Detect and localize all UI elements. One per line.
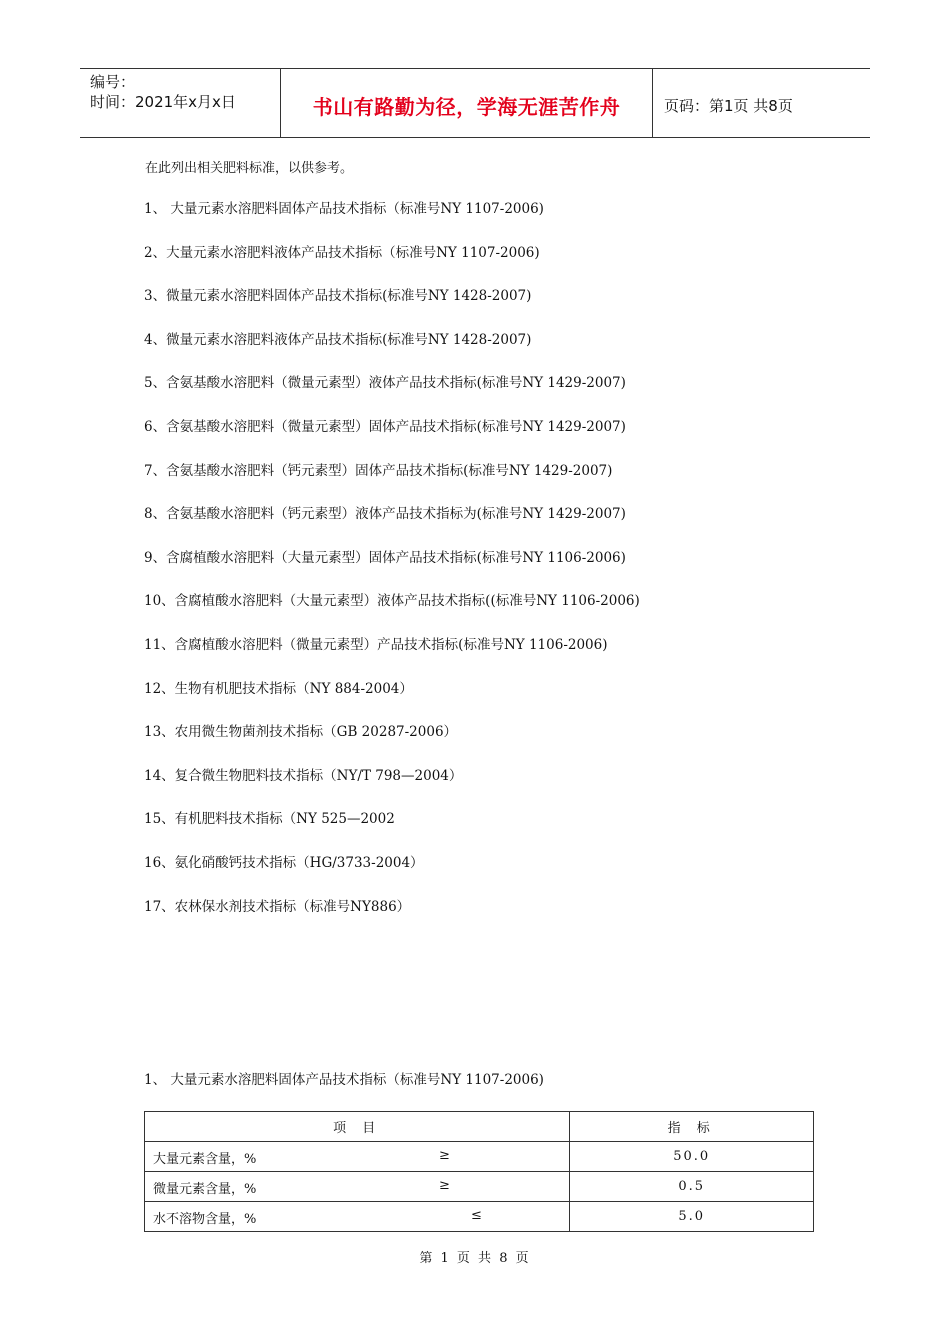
- header-page-info: 页码：第1页 共8页: [664, 96, 793, 115]
- standard-item: 11、含腐植酸水溶肥料（微量元素型）产品技术指标(标准号NY 1106-2006): [144, 636, 608, 653]
- standard-item: 4、微量元素水溶肥料液体产品技术指标(标准号NY 1428-2007): [144, 331, 532, 348]
- item-label: 水不溶物含量，%: [153, 1212, 257, 1227]
- header-motto-cell: [280, 69, 653, 137]
- comparison-symbol: ≥: [439, 1178, 450, 1193]
- standard-item: 16、氨化硝酸钙技术指标（HG/3733-2004）: [144, 854, 424, 871]
- table-row: [145, 1202, 814, 1232]
- standard-item: 5、含氨基酸水溶肥料（微量元素型）液体产品技术指标(标准号NY 1429-2007): [144, 375, 626, 392]
- table-cell-item: [145, 1172, 570, 1202]
- comparison-symbol: ≤: [471, 1208, 482, 1223]
- standard-item: 2、大量元素水溶肥料液体产品技术指标（标准号NY 1107-2006): [144, 244, 540, 261]
- standard-item: 6、含氨基酸水溶肥料（微量元素型）固体产品技术指标(标准号NY 1429-2007): [144, 418, 626, 435]
- header-motto: 书山有路勤为径，学海无涯苦作舟: [312, 94, 621, 119]
- table-row: [145, 1142, 814, 1172]
- table-header-row: [145, 1112, 814, 1142]
- page-footer: 第 1 页 共 8 页: [419, 1251, 531, 1266]
- table-cell-value: 0.5: [570, 1172, 814, 1202]
- standard-item: 13、农用微生物菌剂技术指标（GB 20287-2006）: [144, 724, 458, 741]
- table-cell-item: [145, 1202, 570, 1232]
- table-cell-value: 50.0: [570, 1142, 814, 1172]
- document-number-label: 编号：: [90, 73, 136, 91]
- column-header-item: 项 目: [145, 1112, 570, 1142]
- page-header: [80, 68, 870, 138]
- section-title: 1、 大量元素水溶肥料固体产品技术指标（标准号NY 1107-2006): [144, 1072, 544, 1088]
- standard-item: 10、含腐植酸水溶肥料（大量元素型）液体产品技术指标((标准号NY 1106-2006): [144, 593, 640, 610]
- standard-item: 12、生物有机肥技术指标（NY 884-2004）: [144, 680, 413, 697]
- column-header-value: 指 标: [570, 1112, 814, 1142]
- document-time-label: 时间：2021年x月x日: [90, 93, 236, 111]
- table-cell-value: 5.0: [570, 1202, 814, 1232]
- standard-item: 15、有机肥料技术指标（NY 525—2002: [144, 811, 395, 828]
- comparison-symbol: ≥: [439, 1148, 450, 1163]
- header-meta: [80, 69, 280, 137]
- standard-item: 14、复合微生物肥料技术指标（NY/T 798—2004）: [144, 767, 463, 784]
- item-label: 大量元素含量，%: [153, 1152, 257, 1167]
- standard-item: 17、农林保水剂技术指标（标准号NY886）: [144, 898, 411, 915]
- table-row: [145, 1172, 814, 1202]
- standard-item: 1、 大量元素水溶肥料固体产品技术指标（标准号NY 1107-2006): [144, 201, 544, 217]
- standard-item: 3、微量元素水溶肥料固体产品技术指标(标准号NY 1428-2007): [144, 288, 532, 305]
- standard-item: 9、含腐植酸水溶肥料（大量元素型）固体产品技术指标(标准号NY 1106-2006): [144, 549, 626, 566]
- item-label: 微量元素含量，%: [153, 1182, 257, 1197]
- standard-item: 7、含氨基酸水溶肥料（钙元素型）固体产品技术指标(标准号NY 1429-2007): [144, 462, 613, 479]
- standard-item: 8、含氨基酸水溶肥料（钙元素型）液体产品技术指标为(标准号NY 1429-2007): [144, 506, 626, 523]
- standards-list: [144, 199, 640, 940]
- spec-table: [144, 1111, 814, 1232]
- intro-text: 在此列出相关肥料标准，以供参考。: [145, 161, 354, 176]
- table-cell-item: [145, 1142, 570, 1172]
